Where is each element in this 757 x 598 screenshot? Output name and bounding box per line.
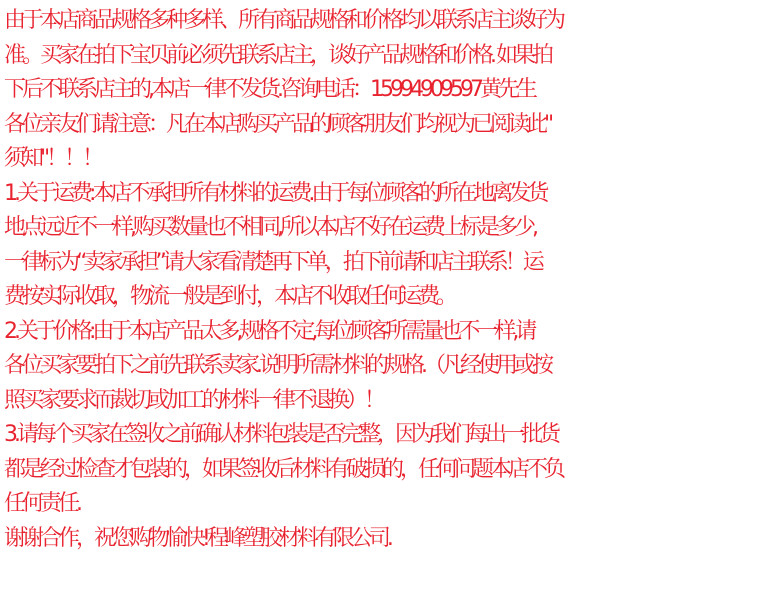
notice-line: 由于本店商品规格多种多样、所有商品规格和价格均以联系店主谈好为 — [4, 8, 563, 33]
notice-line: 地点远近不一样,购买数量也不相同,所以本店不好在运费上标是多少, — [4, 215, 535, 240]
notice-line-closing: 谢谢合作，祝您购物愉快!程峰塑胶材料有限公司. — [4, 525, 390, 551]
notice-line: 照买家要求而裁切或加工的材料一律不退换）！ — [4, 387, 383, 413]
notice-line: 各位亲友们请注意：凡在本店购买产品的顾客朋友们均视为已阅读此" — [4, 111, 551, 137]
notice-line-inspection: 3.请每个买家在签收之前确认材料包装是否完整，因为我们每出一批货 — [4, 422, 557, 447]
notice-line: 准。买家在拍下宝贝前必须先联系店主，谈好产品规格和价格. 如果拍 — [4, 42, 550, 68]
notice-line: 须知"！！！ — [4, 146, 101, 171]
notice-line: 各位买家要拍下之前先联系卖家.说明所需材料的规格.（凡经使用或按 — [4, 353, 550, 378]
notice-line: 费按实际收取，物流一般是到付，本店不收取任何运费。 — [4, 284, 455, 309]
notice-line: 都是经过检查才包装的，如果签收后材料有破损的，任何问题本店不负 — [4, 456, 563, 482]
notice-line-price: 2.关于价格:由于本店产品太多,规格不定,每位顾客所需量也不一样,请 — [4, 318, 534, 344]
notice-line: 下后不联系店主的,本店一律不发货.咨询电话：15994909597黄先生 — [4, 77, 534, 102]
notice-line: 任何责任. — [4, 491, 79, 516]
notice-line: 一律标为“卖家承担”请大家看清楚再下单，拍下前请和店主联系！运 — [4, 249, 541, 275]
store-notice — [4, 4, 756, 556]
notice-line-shipping: 1.关于运费:本店不承担所有材料的运费.由于每位顾客的所在地离发货 — [4, 180, 546, 206]
